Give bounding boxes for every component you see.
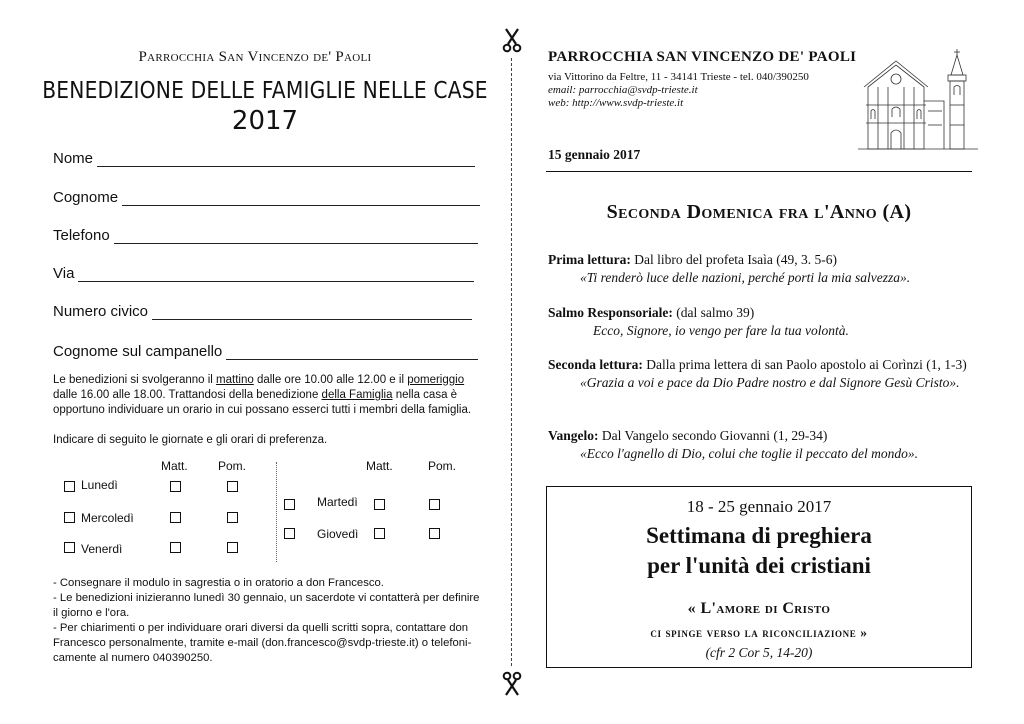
- day-label: Lunedì: [81, 478, 118, 492]
- field-label: Via: [53, 265, 75, 282]
- left-parish-name: Parrocchia San Vincenzo de' Paoli: [138, 49, 372, 65]
- checkbox-mercoledi-matt[interactable]: [170, 512, 181, 523]
- checkbox-martedi-matt[interactable]: [374, 499, 385, 510]
- checkbox-lunedi-pom[interactable]: [227, 481, 238, 492]
- preferences-instruction: Indicare di seguito le giornate e gli orari di preferenza.: [53, 434, 328, 446]
- sunday-title: Seconda Domenica fra l'Anno (A): [606, 201, 912, 223]
- reading-2: Seconda lettura: Dalla prima lettera di san Paolo apostolo ai Corìnzi (1, 1-3) «Grazia a voi e pace da Dio Padre nostro e dal Signore Gesù Cristo».: [548, 356, 974, 392]
- checkbox-martedi-pom[interactable]: [429, 499, 440, 510]
- note-item: - Le benedizioni inizieranno lunedì 30 gennaio, un sacerdote vi contatterà per definire il giorno e l'ora.: [53, 592, 480, 619]
- checkbox-giovedi[interactable]: [284, 528, 295, 539]
- col-matt-left: Matt.: [161, 459, 188, 473]
- reading-quote: «Ecco l'agnello di Dio, colui che toglie il peccato del mondo».: [580, 446, 919, 461]
- day-label: Mercoledì: [81, 511, 134, 525]
- checkbox-lunedi-matt[interactable]: [170, 481, 181, 492]
- note-item: - Per chiarimenti o per individuare orari diversi da quelli scritti sopra, contattare don Francesco personalmente, tramite e-mail (don.francesco@svdp-trieste.it) o telefoni-camente al numero 040390250.: [53, 622, 472, 664]
- prayer-week-subtitle: per l'unità dei cristiani: [647, 553, 871, 578]
- checkbox-giovedi-pom[interactable]: [429, 528, 440, 539]
- checkbox-mercoledi[interactable]: [64, 512, 75, 523]
- field-line[interactable]: [78, 267, 474, 282]
- prayer-week-reference: (cfr 2 Cor 5, 14-20): [705, 645, 813, 660]
- parish-address: via Vittorino da Feltre, 11 - 34141 Trieste - tel. 040/390250: [548, 71, 809, 83]
- prayer-week-title: Settimana di preghiera: [646, 523, 872, 548]
- col-matt-right: Matt.: [366, 459, 393, 473]
- reading-quote: «Ti renderò luce delle nazioni, perché porti la mia salvezza».: [580, 270, 911, 285]
- reading-quote: «Grazia a voi e pace da Dio Padre nostro e dal Signore Gesù Cristo».: [580, 375, 960, 390]
- church-illustration: [858, 45, 978, 157]
- checkbox-giovedi-matt[interactable]: [374, 528, 385, 539]
- notes-list: [53, 576, 485, 666]
- day-label: Martedì: [317, 495, 358, 509]
- right-parish-name: PARROCCHIA SAN VINCENZO DE' PAOLI: [548, 49, 857, 65]
- field-numero-civico[interactable]: [53, 300, 472, 320]
- field-cognome[interactable]: [53, 186, 480, 206]
- field-label: Numero civico: [53, 303, 149, 320]
- checkbox-mercoledi-pom[interactable]: [227, 512, 238, 523]
- prayer-week-dates: 18 - 25 gennaio 2017: [686, 497, 832, 516]
- bulletin-date: 15 gennaio 2017: [548, 147, 641, 162]
- parish-contacts: [548, 71, 809, 110]
- field-telefono[interactable]: [53, 224, 478, 244]
- field-cognome-campanello[interactable]: [53, 340, 478, 360]
- scissors-icon: [500, 671, 524, 697]
- field-label: Telefono: [53, 227, 110, 244]
- reading-quote: Ecco, Signore, io vengo per fare la tua volontà.: [593, 323, 849, 338]
- parish-email: email: parrocchia@svdp-trieste.it: [548, 84, 698, 96]
- field-line[interactable]: [152, 305, 472, 320]
- reading-gospel: Vangelo: Dal Vangelo secondo Giovanni (1, 29-34) «Ecco l'agnello di Dio, colui che toglie il peccato del mondo».: [548, 427, 978, 463]
- field-label: Cognome: [53, 189, 119, 206]
- checkbox-venerdi[interactable]: [64, 542, 75, 553]
- form-year: 2017: [231, 106, 299, 136]
- form-title: BENEDIZIONE DELLE FAMIGLIE NELLE CASE: [42, 78, 488, 104]
- checkbox-martedi[interactable]: [284, 499, 295, 510]
- intro-paragraph: Le benedizioni si svolgeranno il mattino dalle ore 10.00 alle 12.00 e il pomeriggio dalle 16.00 alle 18.00. Trattandosi della benedizione della Famiglia nella casa è opportuno individuare un orario in cui possano esserci tutti i membri della famiglia.: [53, 374, 472, 416]
- field-line[interactable]: [97, 152, 475, 167]
- field-label: Nome: [53, 150, 94, 167]
- field-via[interactable]: [53, 262, 474, 282]
- scissors-icon: [500, 27, 524, 53]
- field-nome[interactable]: [53, 147, 475, 167]
- header-rule: [546, 171, 972, 172]
- parish-web: web: http://www.svdp-trieste.it: [548, 97, 684, 109]
- day-label: Giovedì: [317, 527, 359, 541]
- field-line[interactable]: [226, 345, 478, 360]
- prayer-week-quote: « L'amore di Cristo: [687, 600, 831, 617]
- note-item: - Consegnare il modulo in sagrestia o in oratorio a don Francesco.: [53, 577, 384, 589]
- prayer-week-quote-2: ci spinge verso la riconciliazione »: [650, 625, 868, 640]
- field-label: Cognome sul campanello: [53, 343, 223, 360]
- checkbox-venerdi-pom[interactable]: [227, 542, 238, 553]
- schedule-divider: [276, 462, 277, 562]
- col-pom-right: Pom.: [428, 459, 457, 473]
- day-label: Venerdì: [81, 542, 123, 556]
- field-line[interactable]: [122, 191, 480, 206]
- reading-psalm: Salmo Responsoriale: (dal salmo 39) Ecco, Signore, io vengo per fare la tua volontà.: [548, 304, 978, 340]
- checkbox-lunedi[interactable]: [64, 481, 75, 492]
- reading-1: Prima lettura: Dal libro del profeta Isaìa (49, 3. 5-6) «Ti renderò luce delle nazioni, perché porti la mia salvezza».: [548, 251, 978, 287]
- checkbox-venerdi-matt[interactable]: [170, 542, 181, 553]
- field-line[interactable]: [114, 229, 478, 244]
- col-pom-left: Pom.: [218, 459, 247, 473]
- cut-line: [511, 58, 512, 666]
